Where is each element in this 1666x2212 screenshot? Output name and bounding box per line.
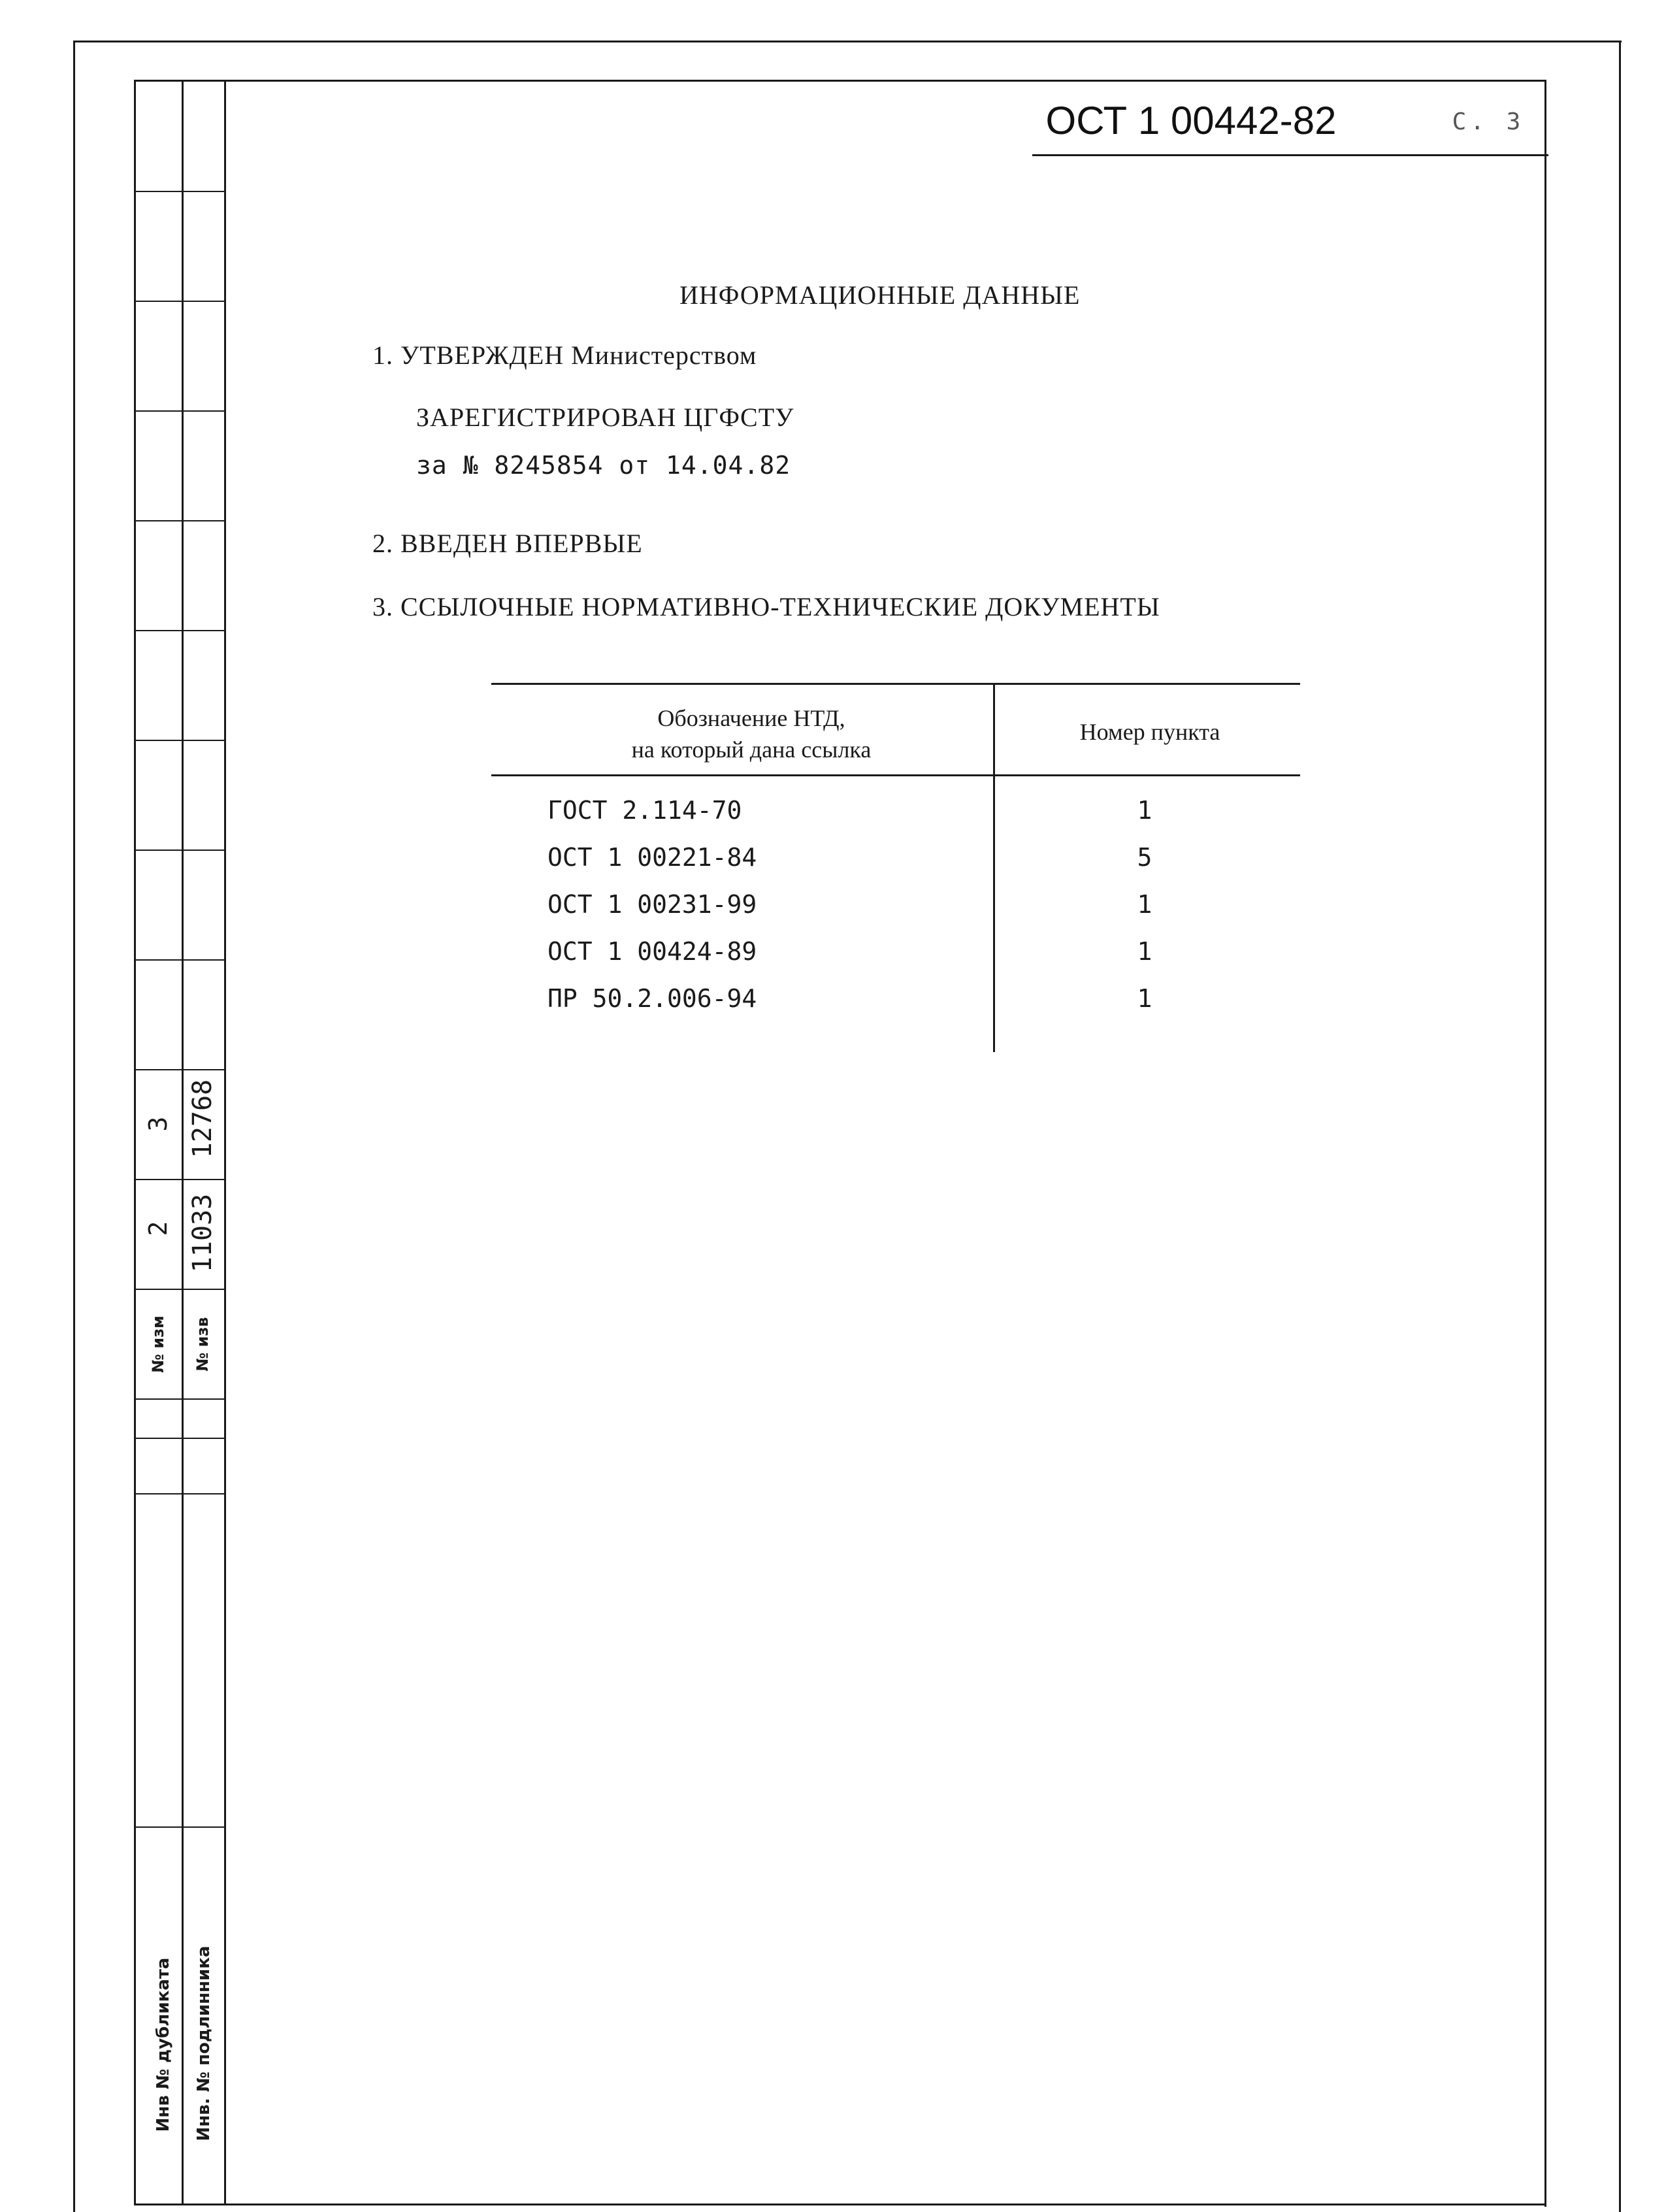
- table-row-1-point: 1: [1137, 796, 1152, 825]
- inner-frame-top: [134, 80, 1546, 82]
- strip-row-line: [134, 630, 225, 631]
- strip-row-line: [134, 1826, 225, 1828]
- table-header-point-number: Номер пункта: [1079, 719, 1220, 745]
- strip-row-line: [134, 1493, 225, 1494]
- strip-row-line: [134, 301, 225, 302]
- strip-line-inner: [224, 80, 226, 2205]
- stamp-notice-no-12768: 12768: [188, 1079, 218, 1159]
- item-1-registered: ЗАРЕГИСТРИРОВАН ЦГФСТУ: [416, 403, 794, 432]
- table-row-3-designation: ОСТ 1 00231-99: [547, 890, 757, 919]
- frame-right: [1619, 41, 1621, 2212]
- strip-row-line: [134, 1398, 225, 1400]
- stamp-label-notice-no: № изв: [193, 1317, 212, 1372]
- table-column-divider: [993, 683, 995, 1052]
- strip-row-line: [134, 740, 225, 741]
- table-header-designation-line2: на который дана ссылка: [631, 736, 872, 763]
- page-number: С. 3: [1452, 108, 1525, 135]
- table-row-3-point: 1: [1137, 890, 1152, 919]
- stamp-change-no-2: 2: [144, 1221, 172, 1236]
- strip-row-line: [134, 850, 225, 851]
- strip-line-outer: [134, 80, 136, 2205]
- table-row-5-point: 1: [1137, 984, 1152, 1013]
- stamp-inv-original: Инв. № подлинника: [194, 1945, 214, 2141]
- strip-row-line: [134, 520, 225, 521]
- table-row-1-designation: ГОСТ 2.114-70: [547, 796, 742, 825]
- inner-frame-right: [1544, 80, 1546, 2207]
- document-number-underline: [1032, 154, 1548, 156]
- item-1: 1. УТВЕРЖДЕН Министерством: [372, 340, 757, 370]
- stamp-label-change-no: № изм: [149, 1315, 167, 1373]
- document-number: ОСТ 1 00442-82: [1045, 99, 1337, 142]
- item-1-registration-number: за № 8245854 от 14.04.82: [416, 451, 791, 480]
- table-top-rule: [491, 683, 1300, 685]
- strip-row-line: [134, 1438, 225, 1439]
- stamp-inv-duplicate: Инв № дубликата: [154, 1957, 173, 2132]
- table-header-rule: [491, 774, 1300, 776]
- table-row-2-designation: ОСТ 1 00221-84: [547, 843, 757, 872]
- page-title: ИНФОРМАЦИОННЫЕ ДАННЫЕ: [679, 280, 1081, 310]
- table-row-5-designation: ПР 50.2.006-94: [547, 984, 757, 1013]
- table-header-designation: [523, 702, 980, 765]
- table-row-2-point: 5: [1137, 843, 1152, 872]
- item-2: 2. ВВЕДЕН ВПЕРВЫЕ: [372, 529, 643, 558]
- frame-top: [73, 41, 1622, 42]
- table-header-designation-line1: Обозначение НТД,: [657, 705, 845, 731]
- frame-left: [73, 41, 75, 2212]
- item-3: 3. ССЫЛОЧНЫЕ НОРМАТИВНО-ТЕХНИЧЕСКИЕ ДОКУМЕНТЫ: [372, 592, 1160, 621]
- stamp-notice-no-11033: 11033: [188, 1193, 218, 1273]
- strip-row-line: [134, 410, 225, 412]
- strip-row-line: [134, 191, 225, 192]
- table-row-4-designation: ОСТ 1 00424-89: [547, 937, 757, 966]
- inner-frame-bottom: [134, 2204, 1546, 2205]
- stamp-change-no-3: 3: [144, 1116, 172, 1132]
- strip-row-line: [134, 959, 225, 961]
- strip-line-mid: [182, 80, 184, 2205]
- table-row-4-point: 1: [1137, 937, 1152, 966]
